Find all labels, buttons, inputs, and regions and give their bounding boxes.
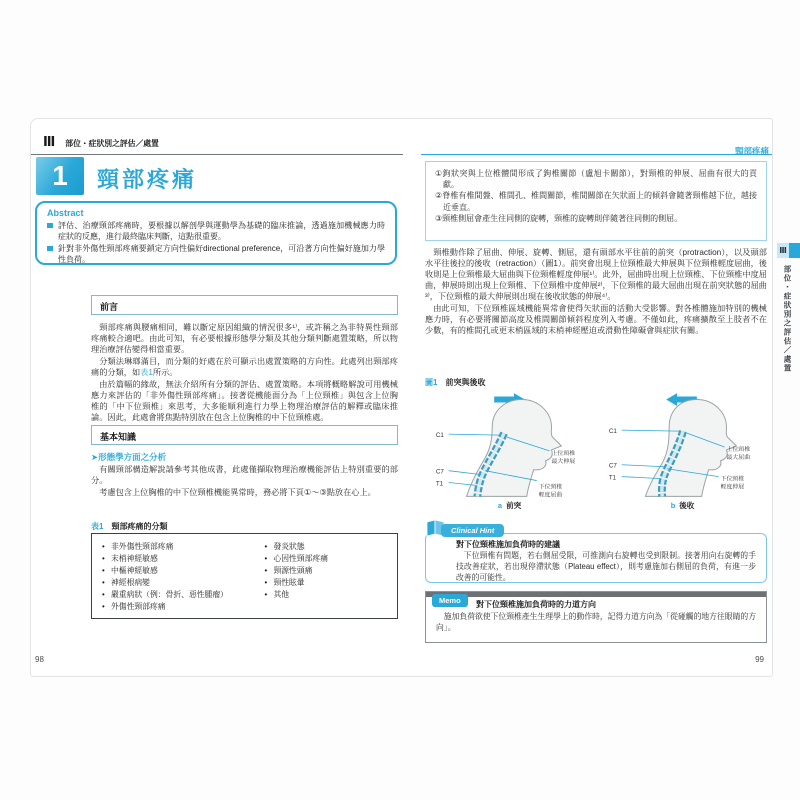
memo-box [425, 591, 767, 643]
figure-panel-protraction [425, 389, 594, 511]
table1-column-2 [264, 541, 387, 611]
leader-line [622, 465, 665, 467]
clinical-hint-body: 下位頸椎有問題，若右側屈受限，可推測向右旋轉也受到限制。接著用向右旋轉的手技改善症狀，若出現停滯狀態（Plateau effect），則考慮施加右側屈的負荷，有進一步改善的可能性。 [456, 551, 756, 582]
side-tab-numeral: Ⅲ [777, 243, 789, 258]
table-item: • 心因性頸部疼痛 [264, 553, 387, 565]
annotation-upper: 上位頸椎 [726, 446, 751, 453]
right-body [425, 247, 767, 375]
section-numeral: Ⅲ [43, 134, 56, 149]
key-point: ③頸椎側屈會產生往同側的旋轉，頸椎的旋轉則伴隨著往同側的側屈。 [435, 213, 683, 223]
abstract-bullet: 評估、治療頸部疼痛時，要根據以解剖學與運動學為基礎的臨床推論，透過施加機械應力時症狀的反應，進行最終臨床判斷，這點很重要。 [47, 220, 385, 242]
clinical-hint-label: Clinical Hint [441, 524, 504, 537]
spine-label-t1: T1 [435, 480, 444, 488]
annotation-lower: 下位頸椎 [720, 476, 745, 483]
side-tab-color-block [789, 243, 800, 258]
table1-label: 表1 [91, 522, 104, 531]
running-head-title: 頸部疼痛 [734, 146, 769, 156]
figure1-caption [425, 377, 485, 388]
chapter-number-box: 1 [36, 157, 84, 195]
table-item: • 嚴重病狀（例：骨折、惡性腫瘤） [102, 589, 264, 601]
spine-label-t1: T1 [608, 474, 617, 482]
section-side-tab [777, 243, 800, 415]
panel-caption-text: 前突 [506, 501, 522, 510]
annotation-lower2: 輕度伸展 [720, 484, 745, 491]
table-item: • 頸源性頭痛 [264, 565, 387, 577]
figure-panel-retraction [598, 389, 767, 511]
basics-subheading: ➤形態學方面之分析 [91, 452, 167, 462]
body-paragraph: 由此可知，下位頸椎區域機能異常會使得矢狀面的活動大受影響。對各椎體施加特別的機械應力時，有必要將關節高度及椎間關節傾斜程度列入考慮。不僅如此，疼痛擴散至上肢者不在少數，有的椎間孔或更末梢區域的末梢神經壓迫或滑動性障礙會與症狀有關。 [425, 304, 767, 335]
head-profile-protraction-drawing [425, 389, 594, 499]
annotation-upper: 上位頸椎 [551, 450, 576, 457]
panel-caption-text: 後收 [679, 501, 695, 510]
clinical-hint-box [425, 533, 767, 583]
annotation-lower: 下位頸椎 [538, 484, 563, 491]
table-item: • 外傷性頸部疼痛 [102, 601, 264, 613]
memo-title: 對下位頸椎施加負荷時的力道方向 [476, 600, 596, 609]
abstract-box [35, 201, 397, 265]
memo-label: Memo [432, 594, 468, 607]
table-item: • 其他 [264, 589, 387, 601]
right-page [421, 119, 772, 676]
head-profile-retraction-drawing [598, 389, 767, 499]
panel-letter: b [670, 501, 676, 510]
spine-label-c1: C1 [608, 428, 617, 436]
intro-section-heading: 前言 [91, 295, 398, 315]
key-points-box [425, 161, 767, 241]
memo-top-bar [426, 592, 766, 597]
table-item: • 非外傷性頸部疼痛 [102, 541, 264, 553]
table-item: • 末梢神經敏感 [102, 553, 264, 565]
key-point: ②脊椎有椎間盤、椎間孔、椎間關節，椎間關節在矢狀面上的傾斜會隨著頸椎越下位，越接近垂直。 [435, 191, 757, 212]
panel-letter: a [497, 501, 503, 510]
page-number-right: 99 [755, 655, 764, 664]
table-item: • 中樞神經敏感 [102, 565, 264, 577]
annotation-upper2: 最大屈曲 [726, 454, 751, 461]
basics-body [91, 464, 398, 520]
clinical-hint-badge [425, 519, 504, 537]
figure1-title: 前突與後收 [445, 378, 486, 387]
section-label: 部位・症狀別之評估／處置 [65, 139, 159, 148]
page-number-left: 98 [35, 655, 44, 664]
key-point: ①鉤狀突與上位椎體間形成了鉤椎關節（盧旭卡關節），對頸椎的伸展、屈曲有很大的貢獻。 [435, 169, 757, 190]
abstract-heading: Abstract [47, 208, 84, 218]
body-paragraph: 頸椎動作除了屈曲、伸展、旋轉、側屈，還有頭部水平往前的前突（protraction），以及頭部水平往後拉的後收（retraction）（圖1）。前突會出現上位頸椎最大伸展與下位頸椎輕度屈曲，後收則是上位頸椎最大屈曲與下位頸椎輕度伸展¹⁾。此外，屈曲時出現上位頸椎、下位頸椎中度屈曲，伸展時則出現上位頸椎、下位頸椎中度伸展²⁾，下位頸椎的最大屈曲出現在前突狀態的屈曲³⁾，下位頸椎的最大伸展則出現在後收狀態的伸展⁴⁾。 [425, 248, 767, 301]
abstract-list [47, 220, 385, 265]
side-tab-label: 部位・症狀別之評估／處置 [783, 265, 792, 373]
intro-body [91, 322, 398, 424]
intro-paragraph [91, 356, 398, 378]
spine-label-c7: C7 [608, 462, 617, 470]
intro-p2-tail: 所示。 [152, 368, 178, 377]
basics-paragraph: 考慮包含上位胸椎的中下位頸椎機能異常時，務必將下頁①～③點放在心上。 [99, 488, 376, 497]
basics-section-heading: 基本知識 [91, 425, 398, 445]
table-item: • 神經根病變 [102, 577, 264, 589]
intro-paragraph: 頸部疼痛與腰痛相同，難以斷定原因組織的情況很多¹⁾，或許稱之為非特異性頸部疼痛較合適吧。由此可知，有必要根據形態學分類及其他分類判斷處置策略，所以物理治療評估變得相當重要。 [91, 323, 398, 354]
figure1 [425, 389, 767, 511]
intro-p2-text: 分類法琳瑯滿目，而分類的好處在於可顯示出處置策略的方向性。此處列出頸部疼痛的分類，如 [91, 357, 398, 377]
basics-paragraph: 有關頸部構造解說請參考其他成書，此處僅擷取物理治療機能評估上特別重要的部分。 [91, 465, 398, 485]
side-tab-marker [777, 243, 800, 258]
table1-box [91, 533, 398, 619]
intro-paragraph: 由於篇幅的緣故，無法介紹所有分類的評估、處置策略。本項將概略解說可用機械應力來評估的「非外傷性頸部疼痛」。接著從機能面分為「上位頸椎」與包含上位胸椎的「中下位頸椎」來思考，大多能順利進行力學上物理治療評估的解釋或臨床推論。因此，此處會將焦點特別放在包含上位胸椎的中下位頸椎處。 [91, 380, 398, 422]
figure1-label: 圖1 [425, 378, 438, 387]
table1-caption [91, 521, 167, 532]
panel-caption [425, 500, 594, 511]
table-ref: 表1 [140, 368, 153, 377]
memo-body: 施加負荷欲使下位頸椎產生生理學上的動作時，記得力道方向為「從碰觸的地方往眼睛的方向」。 [436, 612, 756, 632]
abstract-bullet: 針對非外傷性頸部疼痛要鎖定方向性偏好directional preference，可沿著方向性偏好施加力學性負荷。 [47, 243, 385, 265]
chapter-title: 頸部疼痛 [97, 167, 198, 192]
clinical-hint-title: 對下位頸椎施加負荷時的建議 [456, 540, 560, 549]
page-spread [30, 118, 773, 677]
table-item: • 頸性眩暈 [264, 577, 387, 589]
right-running-header [421, 133, 772, 155]
annotation-lower2: 輕度屈曲 [538, 492, 563, 499]
spine-label-c1: C1 [435, 432, 444, 440]
left-running-header [31, 133, 403, 155]
annotation-upper2: 最大伸展 [551, 458, 576, 465]
panel-caption [598, 500, 767, 511]
spine-label-c7: C7 [435, 468, 444, 476]
table-item: • 發炎狀態 [264, 541, 387, 553]
table1-column-1 [102, 541, 264, 611]
table1-title: 頸部疼痛的分類 [111, 522, 168, 531]
